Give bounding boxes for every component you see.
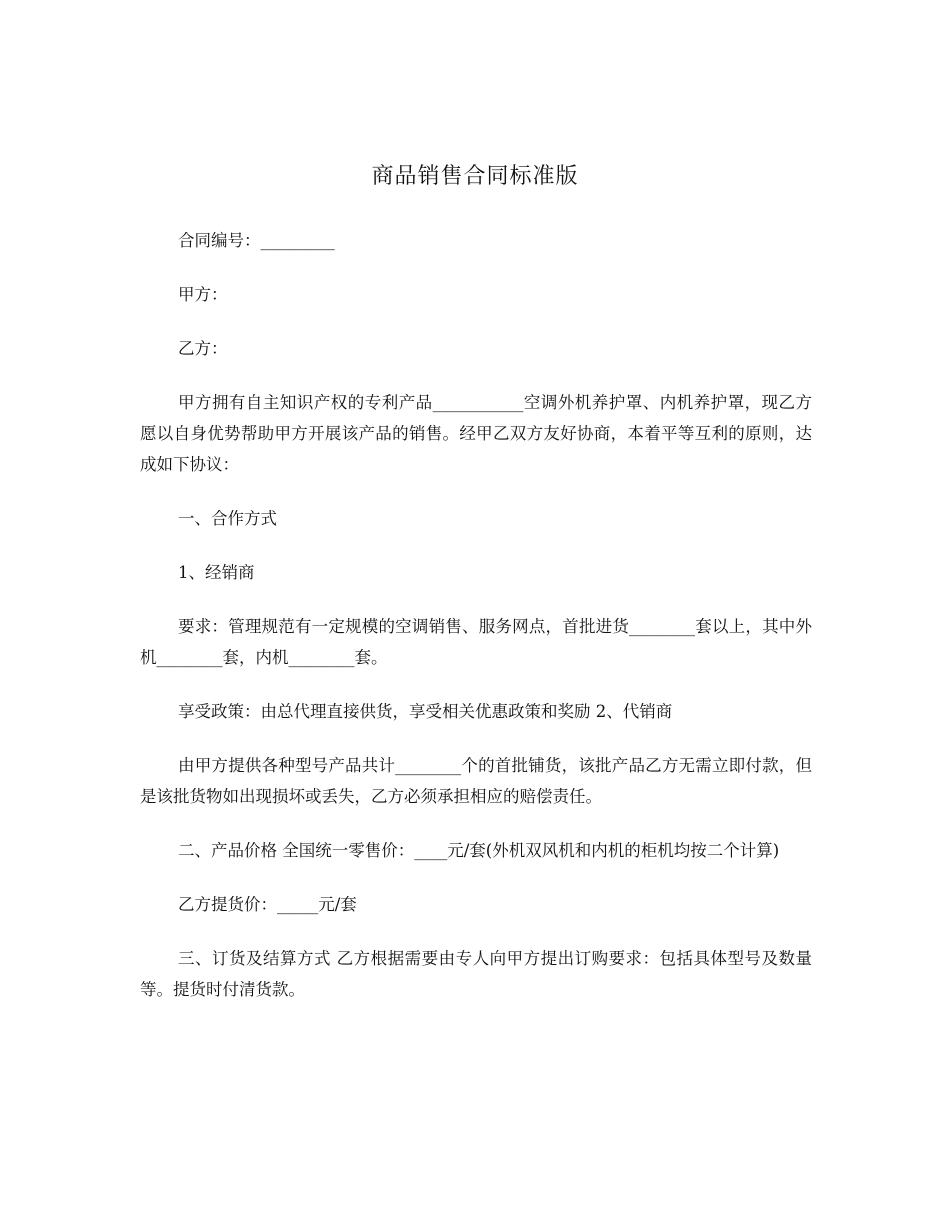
contract-number-line: 合同编号：_________ [178,231,335,250]
section-heading-price: 二、产品价格 全国统一零售价：____元/套(外机双风机和内机的柜机均按二个计算) [178,841,780,860]
pickup-price-line: 乙方提货价：_____元/套 [178,895,357,914]
document-body [140,225,812,1028]
distributor-policy: 享受政策：由总代理直接供货，享受相关优惠政策和奖励 2、代销商 [178,702,673,721]
consignment-terms: 由甲方提供各种型号产品共计________个的首批铺货，该批产品乙方无需立即付款，但是该批货物如出现损坏或丢失，乙方必须承担相应的赔偿责任。 [140,756,812,806]
party-b-line: 乙方： [178,339,228,358]
party-a-line: 甲方： [178,285,228,304]
section-heading-cooperation: 一、合作方式 [178,509,277,528]
preamble-paragraph: 甲方拥有自主知识产权的专利产品___________空调外机养护罩、内机养护罩，现乙方愿以自身优势帮助甲方开展该产品的销售。经甲乙双方友好协商，本着平等互利的原则，达成如下协议： [140,393,812,474]
document-title: 商品销售合同标准版 [371,164,579,189]
section-heading-ordering: 三、订货及结算方式 乙方根据需要由专人向甲方提出订购要求：包括具体型号及数量等。提货时付清货款。 [140,949,812,999]
distributor-requirements: 要求：管理规范有一定规模的空调销售、服务网点，首批进货________套以上，其中外机________套，内机________套。 [140,617,812,667]
subsection-distributor: 1、经销商 [178,563,255,582]
